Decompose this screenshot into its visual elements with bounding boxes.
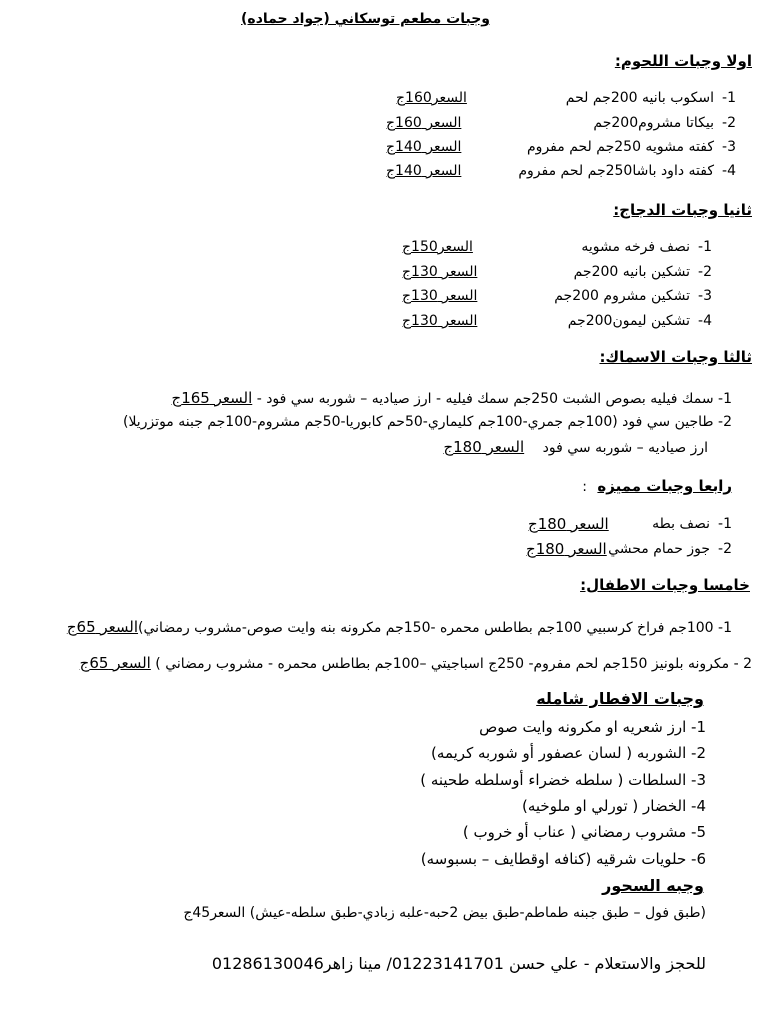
price: السعر 130ج — [402, 288, 478, 304]
price: السعر150ج — [402, 239, 473, 255]
price: السعر 180ج — [528, 515, 609, 533]
price: السعر 180ج — [526, 540, 607, 558]
list-item: 1- ارز شعريه او مكرونه وايت صوص — [479, 718, 706, 736]
kids-heading: خامسا وجبات الاطفال: — [580, 576, 750, 594]
price: السعر 165ج — [171, 389, 253, 407]
special-heading-line — [582, 477, 732, 496]
price: السعر 65ج — [66, 618, 139, 636]
price: السعر 65ج — [79, 654, 151, 672]
page-title: وجبات مطعم توسكاني (جواد حماده) — [241, 11, 490, 27]
price: السعر 140ج — [386, 139, 462, 155]
list-item: 1- 100جم فراخ كرسبيي 100جم بطاطس محمره -150جم مكرونه بنه وايت صوص-مشروب رمضاني)السعر 65ج — [66, 618, 732, 636]
list-item: 5- مشروب رمضاني ( عناب أو خروب ) — [462, 823, 706, 841]
special-heading-colon: : — [582, 479, 587, 495]
list-item: 4- الخضار ( تورلي او ملوخيه) — [522, 797, 706, 815]
price: السعر 130ج — [402, 313, 478, 329]
price: السعر 180ج — [443, 438, 525, 456]
list-item: 1- سمك فيليه بصوص الشبت 250جم سمك فيليه - ارز صياديه – شوربه سي فود - السعر 165ج — [171, 389, 732, 407]
special-heading: رابعا وجبات مميزه — [597, 477, 732, 495]
contact-line: للحجز والاستعلام - علي حسن 01223141701/ مينا زاهر01286130046 — [211, 954, 706, 973]
suhoor-details: (طبق فول – طبق جبنه طماطم-طبق بيض 2حبه-علبه زبادي-طبق سلطه-عيش) السعر45ج — [183, 905, 706, 921]
list-item: 6- حلويات شرقيه (كنافه اوقطايف – بسبوسه) — [420, 850, 706, 868]
price: السعر 160ج — [386, 115, 462, 131]
price: السعر 140ج — [386, 163, 462, 179]
list-item: 2- طاجين سي فود (100جم جمري-100جم كليماري-50حم كابوريا-50جم مشروم-100جم جبنه موتزريلا) — [122, 414, 732, 430]
list-item: 2 - مكرونه بلونيز 150جم لحم مفروم- 250ج اسباجيتي –100جم بطاطس محمره - مشروب رمضاني ) السعر 65ج — [79, 654, 752, 672]
suhoor-heading: وجبه السحور — [602, 876, 704, 895]
list-item: 3- السلطات ( سلطه خضراء أوسلطه طحينه ) — [420, 771, 706, 789]
fish-heading: ثالثا وجبات الاسماك: — [599, 348, 752, 366]
meat-heading: اولا وجبات اللحوم: — [614, 52, 752, 70]
price: السعر160ج — [396, 90, 467, 106]
iftar-heading: وجبات الافطار شامله — [536, 689, 704, 708]
chicken-heading: ثانيا وجبات الدجاج: — [613, 201, 752, 219]
menu-document: وجبات مطعم توسكاني (جواد حماده) اولا وجبات اللحوم: 1- اسكوب بانيه 200جم لحم السعر160ج 2- بيكاتا مشروم200جم السعر 160ج 3- كفته مشويه 250جم لحم مفروم السعر 140ج 4- كفته داود باشا250جم لحم مفروم السعر 140ج ثانيا وجبات الدجاج: 1- نصف فرخه مشويه السعر150ج 2- تشكين بانيه 200جم السعر 130ج 3- تشكين مشروم 200جم السعر 130ج 4- تشكين ليمون200جم السعر 130ج ثالثا وجبات الاسماك: 1- سمك فيليه بصوص الشبت 250جم سمك فيليه - ارز صياديه – شوربه سي فود - السعر 165ج 2- طاجين سي فود (100جم جمري-100جم كليماري-50حم كابوريا-50جم مشروم-100جم جبنه موتزريلا) ارز صياديه – شوربه سي فود السعر 180ج رابعا وجبات مميزه : 1- نصف بطه السعر 180ج 2- جوز حمام محشي السعر 180ج خامسا وجبات الاطفال: 1- 100جم فراخ كرسبيي 100جم بطاطس محمره -150جم مكرونه بنه وايت صوص-مشروب رمضاني)السعر 65ج 2 - مكرونه بلونيز 150جم لحم مفروم- 250ج اسباجيتي –100جم بطاطس محمره - مشروب رمضاني ) السعر 65ج وجبات الافطار شامله 1- ارز شعريه او مكرونه وايت صوص 2- الشوربه ( لسان عصفور أو شوربه كريمه) 3- السلطات ( سلطه خضراء أوسلطه طحينه ) 4- الخضار ( تورلي او ملوخيه) 5- مشروب رمضاني ( عناب أو خروب ) 6- حلويات شرقيه (كنافه اوقطايف – بسبوسه) وجبه السحور (طبق فول – طبق جبنه طماطم-طبق بيض 2حبه-علبه زبادي-طبق سلطه-عيش) السعر45ج للحجز والاستعلام - علي حسن 01223141701/ مينا زاهر01286130046 — [66, 11, 752, 973]
list-item-continued: ارز صياديه – شوربه سي فود السعر 180ج — [443, 438, 708, 456]
price: السعر 130ج — [402, 264, 478, 280]
list-item: 2- الشوربه ( لسان عصفور أو شوربه كريمه) — [431, 744, 706, 762]
